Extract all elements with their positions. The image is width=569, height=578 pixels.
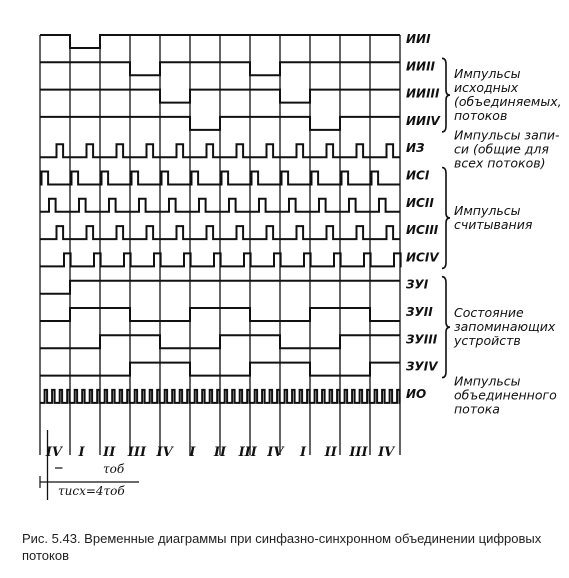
segment-label: III bbox=[127, 445, 147, 460]
waveform-13 bbox=[40, 390, 400, 403]
output-segment-labels bbox=[45, 445, 396, 460]
segment-label: II bbox=[213, 445, 227, 460]
waveform-8 bbox=[40, 253, 401, 266]
group-label-line: устройств bbox=[454, 333, 521, 349]
segment-label: I bbox=[78, 445, 85, 460]
signal-label: ЗУIV bbox=[406, 359, 438, 374]
group-label-line: потока bbox=[454, 401, 500, 417]
group-label-line: считывания bbox=[454, 216, 533, 232]
group-label-line: (объединяемых, bbox=[454, 94, 562, 110]
signal-labels bbox=[406, 32, 442, 401]
signal-label: ИО bbox=[406, 386, 427, 401]
group-label-line: си (общие для bbox=[454, 141, 549, 157]
signal-label: ИИIV bbox=[406, 113, 440, 128]
group-label-line: Импульсы bbox=[454, 66, 521, 82]
group-brace bbox=[442, 277, 450, 378]
signal-label: ЗУI bbox=[406, 277, 429, 292]
segment-label: I bbox=[300, 445, 307, 460]
signal-label: ИСII bbox=[406, 195, 434, 210]
group-label-line: Состояние bbox=[454, 305, 524, 321]
signal-label: ИИI bbox=[406, 32, 431, 46]
group-label-line: потоков bbox=[454, 108, 508, 124]
segment-label: IV bbox=[45, 445, 62, 460]
tau-ob-label: τоб bbox=[103, 462, 125, 476]
figure-caption: Рис. 5.43. Временные диаграммы при синфазно-синхронном объединении цифровых потоков bbox=[22, 531, 542, 563]
group-label-line: запоминающих bbox=[454, 319, 556, 335]
segment-label: II bbox=[103, 445, 116, 460]
signal-label: ИИIII bbox=[406, 86, 440, 101]
tau-relation-label: τисх=4τоб bbox=[58, 484, 125, 498]
signal-label: ЗУIII bbox=[406, 332, 438, 347]
signal-label: ИСIII bbox=[406, 223, 439, 238]
group-label-line: Импульсы запи- bbox=[454, 127, 560, 143]
segment-label: II bbox=[324, 445, 337, 460]
group-label-line: Импульсы bbox=[454, 373, 521, 389]
segment-label: III bbox=[238, 445, 257, 460]
signal-label: ИЗ bbox=[406, 141, 425, 156]
waveform-11 bbox=[40, 335, 400, 348]
group-label-line: Импульсы bbox=[454, 202, 521, 218]
signal-label: ИСIV bbox=[406, 250, 439, 265]
segment-label: IV bbox=[156, 445, 173, 460]
signal-label: ИИII bbox=[406, 59, 436, 74]
group-label-line: всех потоков) bbox=[454, 155, 546, 171]
group-braces bbox=[442, 58, 450, 377]
segment-label: III bbox=[349, 445, 368, 460]
segment-label: I bbox=[189, 445, 196, 460]
duration-annotations bbox=[40, 462, 139, 498]
group-label-line: исходных bbox=[454, 80, 519, 96]
group-labels bbox=[453, 66, 562, 416]
segment-label: IV bbox=[378, 445, 395, 460]
signal-label: ИСI bbox=[406, 168, 430, 183]
group-label-line: объединенного bbox=[454, 387, 557, 403]
time-grid bbox=[40, 35, 400, 500]
signal-label: ЗУII bbox=[406, 305, 433, 319]
segment-label: IV bbox=[267, 445, 284, 460]
waveform-3 bbox=[40, 117, 400, 130]
group-brace bbox=[442, 168, 450, 269]
group-brace bbox=[442, 58, 450, 132]
